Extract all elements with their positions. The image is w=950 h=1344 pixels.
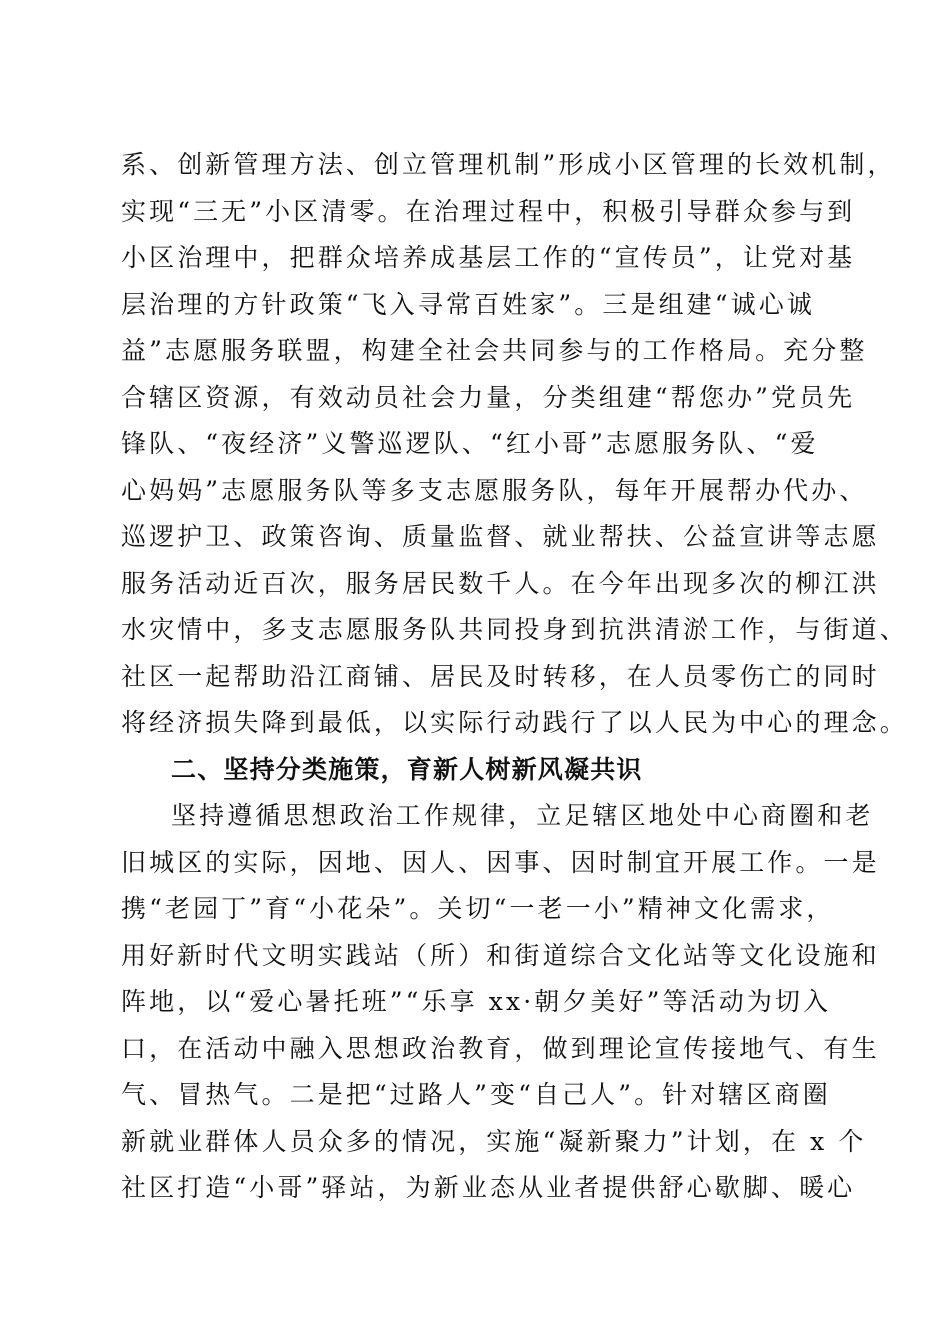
paragraph-2-line-3: 携“老园丁”育“小花朵”。关切“一老一小”精神文化需求，	[121, 894, 835, 923]
paragraph-2-line-9: 社区打造“小哥”驿站，为新业态从业者提供舒心歇脚、暖心	[121, 1173, 856, 1202]
paragraph-2-line-7: 气、冒热气。二是把“过路人”变“自己人”。针对辖区商圈	[121, 1080, 831, 1109]
paragraph-1-line-3: 小区治理中，把群众培养成基层工作的“宣传员”，让党对基	[121, 243, 856, 272]
paragraph-1-line-9: 巡逻护卫、政策咨询、质量监督、就业帮扶、公益宣讲等志愿	[121, 522, 880, 551]
paragraph-2-line-5: 阵地，以“爱心暑托班”“乐享 xx·朝夕美好”等活动为切入	[121, 987, 832, 1016]
paragraph-1-line-5: 益”志愿服务联盟，构建全社会共同参与的工作格局。充分整	[121, 336, 868, 365]
paragraph-2-line-8: 新就业群体人员众多的情况，实施“凝新聚力”计划，在 x 个	[121, 1126, 867, 1156]
paragraph-1-line-8: 心妈妈”志愿服务队等多支志愿服务队，每年开展帮办代办、	[121, 475, 868, 505]
paragraph-1-line-11: 水灾情中，多支志愿服务队共同投身到抗洪清淤工作，与街道、	[121, 615, 908, 644]
paragraph-2-line-6: 口，在活动中融入思想政治教育，做到理论宣传接地气、有生	[121, 1033, 880, 1063]
section-heading: 二、坚持分类施策，育新人树新风凝共识	[171, 754, 643, 784]
paragraph-1-line-7: 锋队、“夜经济”义警巡逻队、“红小哥”志愿服务队、“爱	[121, 429, 819, 458]
paragraph-2-line-2: 旧城区的实际，因地、因人、因事、因时制宜开展工作。一是	[121, 847, 880, 877]
paragraph-2-line-4: 用好新时代文明实践站（所）和街道综合文化站等文化设施和	[121, 940, 880, 970]
paragraph-1-line-10: 服务活动近百次，服务居民数千人。在今年出现多次的柳江洪	[121, 568, 880, 598]
paragraph-1-line-2: 实现“三无”小区清零。在治理过程中，积极引导群众参与到	[121, 196, 856, 226]
paragraph-1-line-12: 社区一起帮助沿江商铺、居民及时转移，在人员零伤亡的同时	[121, 661, 880, 691]
paragraph-1-line-4: 层治理的方针政策“飞入寻常百姓家”。三是组建“诚心诚	[121, 289, 815, 319]
paragraph-1-line-1: 系、创新管理方法、创立管理机制”形成小区管理的长效机制，	[121, 150, 896, 179]
paragraph-1-line-6: 合辖区资源，有效动员社会力量，分类组建“帮您办”党员先	[121, 382, 856, 412]
document-body	[121, 142, 908, 1212]
paragraph-2-line-1: 坚持遵循思想政治工作规律，立足辖区地处中心商圈和老	[171, 801, 874, 830]
paragraph-1-line-13: 将经济损失降到最低，以实际行动践行了以人民为中心的理念。	[121, 708, 908, 737]
